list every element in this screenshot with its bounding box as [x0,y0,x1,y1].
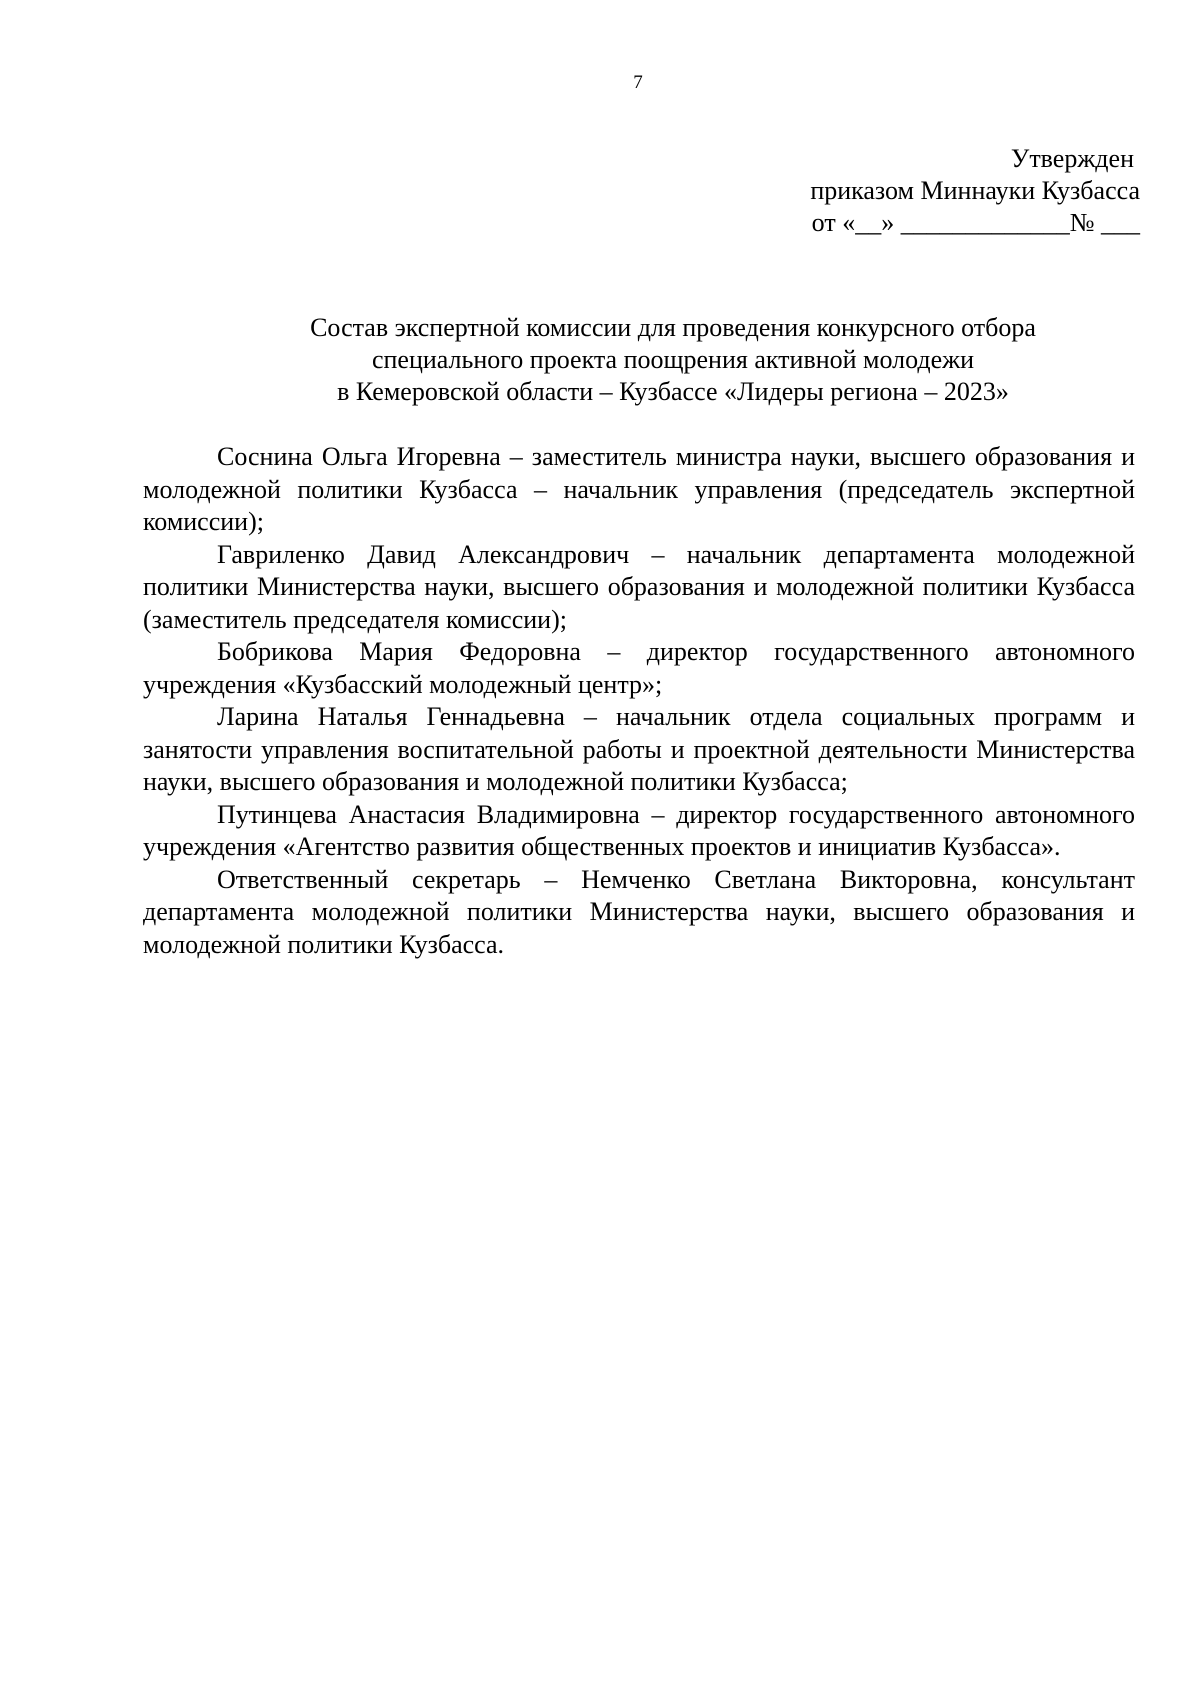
page-number: 7 [633,72,643,93]
title-line-1: Состав экспертной комиссии для проведения конкурсного отбора [310,313,1036,342]
approval-stamp [620,143,1140,239]
member-paragraph-member: Путинцева Анастасия Владимировна – директор государственного автономного учреждения «Агентство развития общественных проектов и инициатив Кузбасса». [143,799,1135,861]
document-title [218,312,1128,408]
approval-line-date-number: от «__» _____________№ ___ [811,208,1140,237]
approval-line-approved: Утвержден [1010,144,1134,173]
approval-line-order: приказом Миннауки Кузбасса [810,176,1140,205]
title-line-3: в Кемеровской области – Кузбассе «Лидеры региона – 2023» [337,377,1009,406]
member-paragraph-secretary: Ответственный секретарь – Немченко Светлана Викторовна, консультант департамента молодежной политики Министерства науки, высшего образования и молодежной политики Кузбасса. [143,864,1135,959]
member-paragraph-deputy-chair: Гавриленко Давид Александрович – начальник департамента молодежной политики Министерства науки, высшего образования и молодежной политики Кузбасса (заместитель председателя комиссии); [143,539,1135,634]
commission-member-list [143,441,1135,961]
member-paragraph-member: Ларина Наталья Геннадьевна – начальник отдела социальных программ и занятости управления воспитательной работы и проектной деятельности Министерства науки, высшего образования и молодежной политики Кузбасса; [143,702,1135,796]
title-line-2: специального проекта поощрения активной молодежи [371,345,975,374]
member-paragraph-chair: Соснина Ольга Игоревна – заместитель министра науки, высшего образования и молодежной политики Кузбасса – начальник управления (председатель экспертной комиссии); [143,442,1135,536]
member-paragraph-member: Бобрикова Мария Федоровна – директор государственного автономного учреждения «Кузбасский молодежный центр»; [143,637,1135,699]
